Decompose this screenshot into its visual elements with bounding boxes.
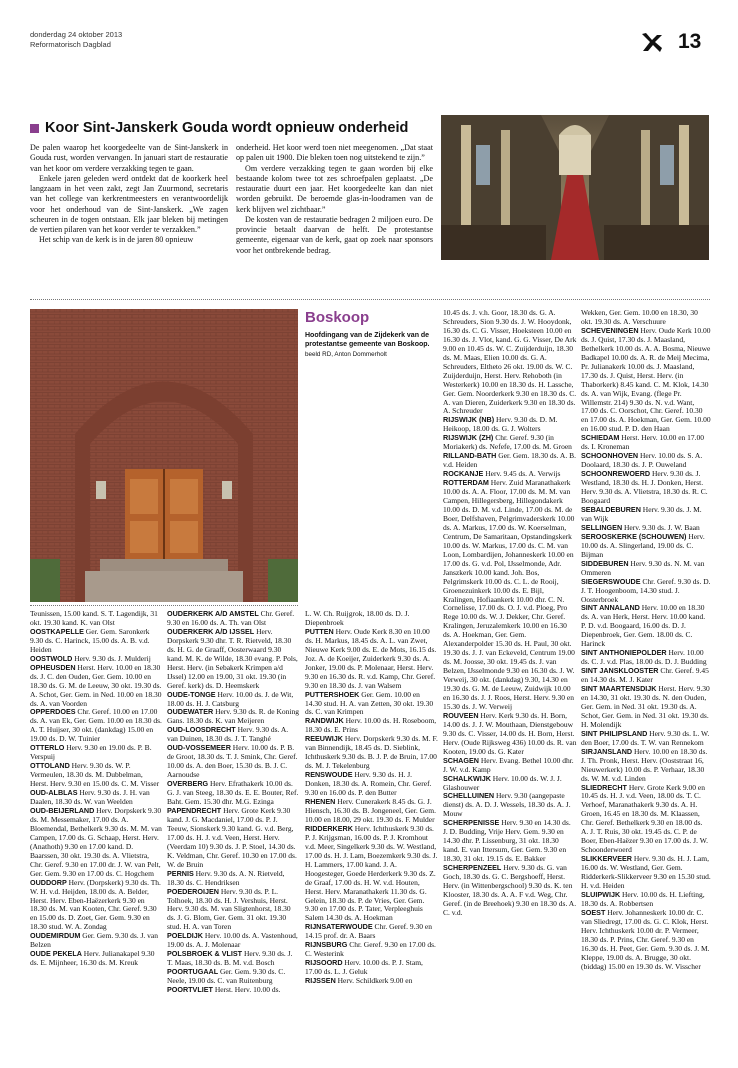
place-name: SIDDEBUREN [581,558,629,568]
place-name: SIEGERSWOUDE [581,576,641,586]
place-name: OOSTWOLD [30,653,73,663]
place-name: RIJSOORD [305,958,343,968]
service-times: Herv. 9.30 ds. D. M. Heikoop, 18.00 ds. G. J. Wolters [443,415,558,434]
service-times: Ger. Gem. 18.30 ds. A. B. v.d. Heiden [443,451,576,470]
place-name: RILLAND-BATH [443,451,497,461]
service-times: Teunissen, 15.00 kand. S. T. Lagendijk, 31 okt. 19.30 kand. K. van Olst [30,610,158,627]
place-name: RIDDERKERK [305,823,353,833]
place-name: SLUIPWIJK [581,889,621,899]
listing-entry [581,434,711,452]
place-name: RANDWIJK [305,716,344,726]
listing-entry [581,327,711,434]
listing-entry [167,628,299,691]
listing-entry [443,416,577,434]
listing-entry [581,578,711,605]
service-times: Herv. 9.45 ds. A. Verwijs [485,469,561,479]
service-times: Herv. 10.00 ds. P. B. de Groot, 18.30 ds. T. J. Smink, Chr. Geref. 10.00 ds. A. den Boer, 15.30 ds. B. J. C. Aarnoudse [167,743,298,780]
listing-entry [167,888,299,933]
boskoop-heading: Boskoop [305,309,370,326]
service-times: Herv. Dorpskerk 9.30 ds. M. Messemaker, 17.00 ds. A. Bloemendal, Bethelkerk 9.30 ds. M. M. van Campen, 17.00 ds. G. Schaap, Herst. Herv. (Anathoth) 9.30 en 17.00 kand. D. Baarssen, 30 okt. 19.30 ds. A. Vlietstra, Chr. Geref. 9.30 en 17.00 dr. J. W. van Pelt, Ger. Gem. 9.30 en 17.00 ds. C. Hogchem [30,805,162,878]
headline-bullet [30,124,39,133]
place-name: OUDEWATER [167,707,214,717]
listing-entry [581,685,711,730]
listing-divider [30,605,298,606]
service-times: L. W. Ch. Ruijgrok, 18.00 ds. D. J. Diepenbroek [305,610,410,627]
place-name: RHENEN [305,797,336,807]
article-column-1 [30,143,228,246]
service-times: Herv. Dorpskerk 9.30 dhr. T. R. Rietveld, 18.30 ds. H. G. de Graaff, Oosterwaard 9.30 kand. M. K. de Wilde, 18.30 evang. P. Pols, Herst. Herv. (in Sebakerk Krimpen a/d IJssel) 12.00 en 19.00, 31 okt. 19.30 (in Geref. kerk) ds. D. Heemskerk [167,626,298,690]
listing-entry [167,986,299,995]
place-name: PAPENDRECHT [167,805,222,815]
place-name: OOSTKAPELLE [30,626,84,636]
listing-entry [305,977,438,986]
church-listing-column-4 [443,309,577,1065]
listing-entry [443,792,577,819]
place-name: SCHALKWIJK [443,773,491,783]
listing-entry [30,879,162,933]
listing-entry [443,479,577,712]
place-name: OUDEMIRDUM [30,931,81,941]
article-paragraph: De palen waarop het koorgedeelte van de Sint-Janskerk in Gouda rust, worden vervangen. In januari start de restauratie van het koor om verdere verzakking tegen te gaan. [30,143,228,173]
boskoop-church-entrance-photo [30,309,298,602]
service-times: Herv. 10.00 ds. S. A. Doolaard, 18.30 ds. J. P. Ouweland [581,451,703,470]
place-name: PUTTEN [305,626,334,636]
listing-entry [305,825,438,923]
place-name: POEDEROIJEN [167,886,219,896]
place-name: SEBALDEBUREN [581,504,641,514]
listing-entry [581,604,711,649]
listing-entry [581,506,711,524]
service-times: Chr. Geref. 9.30 (in Moriakerk) ds. Nefefe, 17.00 ds. M. Groen [443,433,572,452]
listing-entry [30,610,162,628]
listing-entry [30,950,162,968]
page-header [30,30,122,50]
place-name: OUDE-TONGE [167,689,216,699]
photo-caption [305,331,431,359]
listing-entry [30,708,162,744]
place-name: OTTERLO [30,743,65,753]
place-name: POLSBROEK & VLIST [167,949,243,959]
service-times: Herv. Efrathakerk 10.00 ds. G. J. van Steeg, 18.30 ds. E. E. Bouter, Ref. Baht. Gem. 15.30 dhr. M.G. Ezinga [167,779,299,807]
service-times: Herv. (Dorpskerk) 9.30 ds. Th. W. H. v.d. Heijden, 18.00 ds. A. Belder, Herst. Herv. Eben-Haëzerkerk 9.30 en 18.30 ds. M. van Kooten, Chr. Geref. 9.30 en 15.00 ds. D. Zoet, Ger. Gem. 9.30 en 18.30 stud. W. A. Zondag [30,877,161,932]
listing-entry [167,968,299,986]
church-listing-column-3 [305,610,438,1065]
listing-entry [167,932,299,950]
service-times: Herv. Oude Kerk 8.30 en 10.00 ds. H. Markus, 18.45 ds. A. L. van Zwet, Nieuwe Kerk 9.00 ds. E. de Mots, 16.15 ds. Joz. A. de Koeijer, Zuiderkerk 9.30 ds. A. Jonker, 19.00 ds. P. Molenaar, Herst. Herv. 9.30 en 16.30 ds. R. v.d. Kamp, Chr. Geref. 9.30 en 18.30 ds. J. van Walsem [305,626,437,690]
church-listing-column-5 [581,309,711,1065]
photo-credit: beeld RD, Anton Dommerholt [305,350,387,358]
listing-entry [167,950,299,968]
place-name: SINT MAARTENSDIJK [581,684,657,694]
listing-entry [581,649,711,667]
issue-date: donderdag 24 oktober 2013 [30,30,123,39]
place-name: SEROOSKERKE (SCHOUWEN) [581,531,687,541]
place-name: OUDDORP [30,877,67,887]
article-title: Koor Sint-Janskerk Gouda wordt opnieuw onderheid [45,120,409,136]
service-times: Herv. Ichthuskerk 9.30 ds. P. J. Krijgsman, 16.00 ds. P. J. Kromhout v.d. Meer, Singelkerk 9.30 ds. W. Westland, 17.00 ds. H. J. Lam, Boezemkerk 9.30 ds. J. H. Lammers, 17.00 kand. J. A. Hoogesteger, Goede Herderkerk 9.30 ds. Z. de Graaf, 17.00 ds. H. W. v.d. Houten, Herst. Herv. Maranathakerk 11.30 ds. G. Gelein, 18.30 ds. P. de Vries, Ger. Gem. 9.30 en 17.00 ds. P. Tater, Verpleeghuis Salem 14.30 ds. A. Hoekman [305,823,438,923]
service-times: Herv. 10.00 ds. J. de Wit, 18.00 ds. H. J. Catsburg [167,689,294,708]
place-name: SINT ANNALAND [581,603,640,613]
service-times: Wekken, Ger. Gem. 10.00 en 18.30, 30 okt. 19.30 ds. A. Verschuure [581,309,698,326]
listing-entry [581,909,711,972]
listing-entry [443,434,577,452]
listing-entry [443,819,577,864]
service-times: Herv. 9.30 ds. J. M. van Wijk [581,504,702,523]
listing-entry [30,744,162,762]
church-listing-column-1 [30,610,162,1065]
listing-entry [443,775,577,793]
place-name: SCHELLUINEN [443,791,495,801]
place-name: OUDERKERK A/D IJSSEL [167,626,255,636]
place-name: PERNIS [167,868,194,878]
listing-entry [305,771,438,798]
listing-entry [167,744,299,780]
service-times: Ger. Gem. 9.30 ds. C. Neele, 19.00 ds. C. van Ruitenburg [167,967,286,986]
service-times: Chr. Geref. 9.45 en 14.30 ds. M. J. Kater [581,666,709,685]
listing-entry [305,691,438,718]
service-times: Herv. 9.30 ds. A. N. Rietveld, 18.30 ds. C. Hendriksen [167,868,285,887]
service-times: Ger. Gem. 9.30 ds. J. van Belzen [30,931,159,950]
place-name: RIJSWIJK (ZH) [443,433,494,443]
listing-entry [581,748,711,784]
service-times: Herv. Kerk 9.30 ds. H. Born, 14.00 ds. J. J. W. Mouthaan, Dienstgebouw 9.30 ds. C. Visser, 14.00 ds. H. Born, Herst. Herv. (Oude Rijksweg 436) 10.00 ds. R. van Kooten, 19.00 ds. G. Kater [443,710,577,756]
place-name: RIJNSBURG [305,940,348,950]
service-times: Chr. Geref. 9.30 en 14.15 prof. dr. A. Baars [305,922,432,941]
service-times: Herv. Dorpskerk 9.30 ds. M. F. van Binnendijk, 18.45 ds. D. Sieblink, Ichthuskerk 9.30 ds. B. J. P. de Bruin, 17.00 ds. M. J. Tekelenburg [305,734,438,771]
service-times: Ger. Gem. Saronkerk 9.30 ds. C. Harinck, 15.00 ds. A. B. v.d. Heiden [30,626,150,654]
place-name: SCHIEDAM [581,433,620,443]
service-times: Herv. 9.30 ds. H. J. Lam, 16.00 ds. W. Westland, Ger. Gem. Ridderkerk-Slikkerveer 9.30 en 15.30 stud. H. v.d. Heiden [581,854,711,890]
service-times: Ger. Gem. 10.00 en 14.30 stud. H. A. van Zetten, 30 okt. 19.30 ds. C. van Krimpen [305,689,434,717]
listing-entry [443,712,577,757]
listing-entry [581,452,711,470]
article-paragraph: Het schip van de kerk is in de jaren 80 opnieuw [39,235,194,245]
listing-entry [30,789,162,807]
listing-entry [581,560,711,578]
service-times: Herv. 9.30 (aangepaste dienst) ds. A. D. J. Wessels, 18.30 ds. A. J. Mouw [443,791,571,819]
place-name: SCHERPENISSE [443,818,500,828]
place-name: OUD-LOOSDRECHT [167,725,236,735]
listing-entry [167,807,299,870]
place-name: SIRJANSLAND [581,746,633,756]
place-name: OUD-ALBLAS [30,788,78,798]
service-times: Herv. 9.30 en 19.00 ds. P. B. Verspuij [30,743,152,762]
listing-entry [167,708,299,726]
place-name: OUDE PEKELA [30,949,82,959]
listing-entry [30,807,162,879]
listing-entry [581,309,711,327]
service-times: Herv. 9.30 ds. H. J. Donken, 18.30 ds. A. Romein, Chr. Geref. 9.30 en 16.00 ds. P. den Butter [305,770,432,798]
listing-entry [167,780,299,807]
place-name: SCHOONHOVEN [581,451,639,461]
place-name: OUD-VOSSEMEER [167,743,231,753]
page-number: 13 [678,30,702,53]
service-times: Herv. 9.30 ds. J. Westland, 18.30 ds. H. J. Donken, Herst. Herv. 9.30 ds. A. Vlietstra, 18.30 ds. R. C. Boogaard [581,469,708,506]
listing-entry [581,730,711,748]
service-times: Herst. Herv. 10.00 ds. [214,985,281,995]
listing-entry [443,452,577,470]
service-times: Herv. 9.30 ds. P. L. Tolhoek, 18.30 ds. H. J. Vershuis, Herst. Herv. 9.30 ds. M. van Sligtenhorst, 18.30 ds. J. G. Blom, Ger. Gem. 31 okt. 19.30 stud. H. A. van Toren [167,886,291,932]
service-times: Herv. 10.00 en 18.30 ds. J. Th. Pronk, Herst. Herv. (Ooststraat 16, Nieuwerkerk) 10.00 ds. P. Verhaar, 18.30 ds. W. M. v.d. Linden [581,746,708,783]
place-name: SCHEVENINGEN [581,325,639,335]
service-times: Herv. 9.30 ds. N. M. van Ommeren [581,558,705,577]
listing-entry [305,735,438,771]
place-name: SLIKKERVEER [581,854,632,864]
listing-entry [305,798,438,825]
place-name: OVERBERG [167,779,209,789]
service-times: Herv. Grote Kerk 9.30 kand. J. G. Macdaniel, 17.00 ds. P. J. Teeuw, Sionskerk 9.30 kand. G. v.d. Berg, 17.00 ds. H. J. v.d. Veen, Herst. Herv. (Veerdam 10) 9.30 ds. J. P. Stoel, 14.30 ds. K. Veldman, Chr. Geref. 10.30 en 17.00 ds. W. de Bruin [167,805,297,869]
place-name: OPHEUSDEN [30,662,76,672]
service-times: Herv. 9.30 ds. L. W. den Boer, 17.00 ds. T. W. van Rennekom [581,728,710,747]
place-name: ROTTERDAM [443,478,489,488]
place-name: POORTUGAAL [167,967,219,977]
listing-entry [30,664,162,709]
listing-entry [167,610,299,628]
service-times: Herv. 9.30 ds. J. T. Maas, 18.30 ds. B. M. v.d. Bosch [167,949,293,968]
listing-entry [581,855,711,891]
listing-entry [30,762,162,789]
article-paragraph: onderheid. Het koor werd toen niet meegenomen. „Dat staat op palen uit 1900. Die bleken toen nog uitstekend te zijn.” [236,143,433,163]
place-name: RIJSWIJK (NB) [443,415,495,425]
listing-entry [581,667,711,685]
article-paragraph: De kosten van de restauratie bedragen 2 miljoen euro. De provincie betaalt daarvan de helft. De protestantse gemeente, eigenaar van de kerk, gaat op zoek naar sponsors voor het ontbrekende bedrag. [236,214,433,255]
church-interior-photo [441,115,709,260]
listing-entry [443,757,577,775]
listing-entry [581,891,711,909]
service-times: Herv. 10.00 ds. H. Roseboom, 18.30 ds. E. Prins [305,716,437,735]
service-times: Herv. 10.00 ds. P. J. Stam, 17.00 ds. L. J. Geluk [305,958,423,977]
service-times: Herv. 9.30 ds. G. van Goch, 18.30 ds. G. C. Bergshoeff, Herst. Herv. (in Wittenbergschool) 9.30 ds. K. ten Klooster, 18.30 ds. A. A. F v.d. Weg, Chr. Geref. (in de Breehoek) 9.30 en 18.30 ds. A. C. v.d. [443,863,577,917]
place-name: SOEST [581,907,606,917]
service-times: Herv. 9.30 ds. J. W. Baan [624,522,700,532]
place-name: SCHAGEN [443,755,479,765]
service-times: Herv. 10.00 ds. A. Vastenhoud, 19.00 ds. A. J. Molenaar [167,931,298,950]
place-name: PUTTERSHOEK [305,689,360,699]
article-paragraph: Om verdere verzakking tegen te gaan worden bij elke bestaande kolom twee tot zes schroefpalen geplaatst. „De restauratie duurt een jaar. Het koorgedeelte kan dan niet worden gebruikt. De beroemde glas-in-loodramen van de kerk blijven wel zichtbaar.” [236,163,433,214]
service-times: Herv. 10.00 ds. C. J. v.d. Plas, 18.00 ds. D. J. Budding [581,648,707,667]
listing-entry [167,870,299,888]
service-times: Herv. 9.30 ds. W. P. Vermeulen, 18.30 ds. M. Dubbelman, Herst. Herv. 9.30 en 15.00 ds. C. M. Visser [30,761,160,789]
listing-entry [30,932,162,950]
place-name: POELDIJK [167,931,203,941]
service-times: Chr. Geref. 9.30 en 16.00 ds. A. Th. van Olst [167,610,295,627]
church-listing-column-2 [167,610,299,1065]
place-name: RIJSSEN [305,976,336,986]
service-times: Chr. Geref. 10.00 en 17.00 ds. A. van Ek, Ger. Gem. 10.00 en 18.30 ds. A. T. Huijser, 30 okt. (dankdag) 15.00 en 19.00 ds. D. W. Tuinier [30,707,162,744]
place-name: OUDERKERK A/D AMSTEL [167,610,259,618]
listing-entry [581,784,711,856]
place-name: REEUWIJK [305,734,343,744]
listing-entry [167,691,299,709]
place-name: SCHERPENZEEL [443,863,502,873]
service-times: Chr. Geref. 9.30 ds. D. J. T. Hoogenboom, 14.30 stud. J. Oosterbroek [581,576,711,604]
place-name: RIJNSATERWOUDE [305,922,373,932]
service-times: Herv. 9.30 ds. A. van Duinen, 18.30 ds. J. T. Tanghé [167,725,289,744]
place-name: SINT PHILIPSLAND [581,728,648,738]
place-name: SLIEDRECHT [581,782,627,792]
newspaper-name: Reformatorisch Dagblad [30,40,111,49]
service-times: Herv. Zuid Maranathakerk 10.00 ds. A. A. Floor, 17.00 ds. M. M. van Campen, Hillegersberg, Hillegondakerk 10.00 ds. D. M. v.d. Linde, 17.00 ds. M. de Boer, Delfshaven, Pelgrimvaderskerk 10.00 ds. A. Markus, 17.00 ds. W. Koerselman, Centrum, De Samaritaan, Opstandingskerk 10.00 ds. W. Markus, 17.00 ds. C. M. van Loon, Lombardijen, Johanneskerk 10.00 en 17.00 ds. G. v.d. Pol, IJsselmonde, Adr. Janszkerk 10.00 kand. Joh. Bos, Pelgrimskerk 10.00 ds. C. L. de Rooij, Groenezuinkerk 10.00 ds. E. Bijl, Kralingen, Hofiaankerk 10.00 dhr. C. N. Cornelisse, 17.00 ds. O. J. v.d. Ploeg, Pro Rege 10.00 ds. W. J. Dekker, Chr. Geref. Kralingen, Jeruzalemkerk 10.00 en 16.30 ds. A. Hoekman, Ger. Gem. Alexanderpolder 15.30 ds. H. Paul, 30 okt. 19.30 ds. J. J. van Eckeveld, Centrum 19.00 ds. M. Joosse, 30 okt. 19.45 ds. J. van Belzen, IJsselmonde 9.30 en 16.30 ds. J. W. Verweij, 30 okt. (dankdag) 9.30, 14.30 en 19.30 ds. G. M. de Leeuw, Zuidwijk 10.00 en 16.30 ds. J. J. Roos, Herst. Herv. 9.30 en 15.30 ds. J. W. Verweij [443,478,575,711]
listing-entry [305,717,438,735]
listing-entry [305,941,438,959]
place-name: POORTVLIET [167,985,213,995]
listing-entry [30,628,162,655]
article-paragraph: Enkele jaren geleden werd ontdekt dat de koorkerk heel langzaam in het veen zakt, zegt Jan Zuurmond, secretaris van het college van kerkrentmeesters en verantwoordelijk voor het onderhoud van de Sint-Janskerk. „We zagen scheuren in de togen ontstaan. Elk jaar bleken bij metingen de vertien pilaren van het koor verder te verzakken.” [30,173,228,234]
service-times: Herv. 10.00 ds. W. J. J. Glashouwer [443,773,562,792]
service-times: Herst. Herv. 10.00 en 17.00 ds. I. Kroneman [581,433,705,452]
service-times: Herv. 9.30 en 14.30 ds. J. D. Budding, Vrije Herv. Gem. 9.30 en 14.30 dhr. P. Lissenburg, 31 okt. 18.30 kand. E. van Ittersum, Ger. Gem. 9.30 en 18.30, 31 okt. 19.15 ds. E. Bakker [443,818,571,864]
place-name: OTTOLAND [30,761,70,771]
service-times: Herv. 9.30 ds. J. H. van Daalen, 18.30 ds. W. van Weelden [30,788,150,807]
service-times: Chr. Geref. 9.30 en 17.00 ds. C. Westerink [305,940,436,959]
service-times: Herv. Johanneskerk 10.00 dr. C. van Sliedregt, 17.00 ds. G. C. Klok, Herst. Herv. Ichthuskerk 10.00 dr. P. Vermeer, 18.30 ds. P. Prins, Chr. Geref. 9.30 en 16.30 ds. H. Peet, Ger. Gem. 9.30 ds. J. M. Kleppe, 19.00 ds. A. Brugge, 30 okt. (biddag) 15.00 en 19.30 ds. W. Visscher [581,907,710,971]
service-times: Herv. 10.00 ds. H. Liefting, 18.30 ds. A. Robbertsen [581,889,705,908]
place-name: SINT JANSKLOOSTER [581,666,659,676]
listing-entry [443,309,577,416]
section-divider [30,299,710,300]
place-name: ROUVEEN [443,710,479,720]
place-name: SELLINGEN [581,522,623,532]
place-name: OUD-BEIJERLAND [30,805,95,815]
service-times: Herst. Herv. 9.30 en 14.30, 31 okt. 19.30 ds. N. den Ouden, Ger. Gem. in Ned. 31 okt. 19.30 ds. A. Schot, Ger. Gem. in Ned. 31 okt. 19.30 ds. H. Molendijk [581,684,710,729]
service-times: Herv. Schildkerk 9.00 en [337,976,413,986]
service-times: Herv. Cunerakerk 8.45 ds. G. J. Hiensch, 16.30 ds. B. Jongeneel, Ger. Gem. 10.00 en 18.00, 29 okt. 19.30 ds. F. Mulder [305,797,437,824]
service-times: Herv. 10.00 ds. A. Slingerland, 19.00 ds. C. Bijman [581,531,705,559]
listing-entry [581,470,711,506]
service-times: Herv. Oude Kerk 10.00 ds. J. Quist, 17.30 ds. J. Maasland, Bethelkerk 10.00 ds. A. A. Bosma, Nieuwe Badkapel 10.00 ds. A. R. de Meij Mecima, Pr. Julianakerk 10.00 ds. J. Maasland, 17.30 ds. J. Quist, Herst. Herv. (in Thaborkerk) 8.45 kand. C. M. Klok, 14.30 ds. A. van Wijk, Evang. (flege Pr. Willemstr. 214) 9.30 ds. N. v.d. Want, 17.00 ds. C. Oorschot, Chr. Geref. 10.30 en 17.00 ds. A. Hoekman, Ger. Gem. 10.00 en 16.00 stud. P. D. den Haan [581,325,711,434]
caption-text: Hoofdingang van de Zijdekerk van de protestantse gemeente van Boskoop. [305,332,430,349]
service-times: Herst. Herv. 10.00 en 18.30 ds. J. C. den Ouden, Ger. Gem. 10.00 en 18.30 ds. G. M. de Leeuw, 30 okt. 19.30 ds. A. Schot, Ger. Gem. in Ned. 10.00 en 18.30 ds. A. van Voorden [30,662,162,708]
listing-entry [305,959,438,977]
place-name: SCHOONREWOERD [581,469,651,479]
place-name: ROCKANJE [443,469,484,479]
listing-entry [305,610,438,628]
listing-entry [443,864,577,918]
place-name: RENSWOUDE [305,770,353,780]
service-times: 10.45 ds. J. v.h. Goor, 18.30 ds. G. A. Schreuders, Sion 9.30 ds. J. W. Hooydonk, 16.30 ds. C. G. Visser, Hoeksteen 10.00 en 16.30 ds. J. Vlot, kand. G. G. Visser, De Ark 9.00 en 10.45 ds. W. C. Zuijderduijn, 18.30 ds. M. Maas, Elien 10.00 ds. G. A. Schreuders, Eltheto 26 okt. 19.00 ds. W. C. Zuijderduijn, Herst. Herv. Rehoboth (in Westerkerk) 10.00 en 18.30 ds. H. Lassche, Ger. Gem. Noorderkerk 9.30 en 18.30 ds. C. A. van Dieren, Zuiderkerk 9.30 en 18.30 ds. A. Schreuder [443,309,577,416]
article-column-2 [236,143,433,256]
place-name: OPPERDOES [30,707,76,717]
service-times: Herv. 9.30 ds. J. Mulderij [74,653,151,663]
listing-entry [305,628,438,691]
listing-entry [167,726,299,744]
service-times: Herv. 10.00 en 18.30 ds. A. van Herk, Herst. Herv. 10.00 kand. P. D. v.d. Boogaard, 16.00 ds. D. J. Diepenbroek, Ger. Gem. 18.00 ds. C. Harinck [581,603,706,649]
listing-entry [581,533,711,560]
service-times: Herv. 9.30 ds. R. de Koning Gans. 18.30 ds. K. van Meijeren [167,707,299,726]
newspaper-logo-icon [640,30,664,54]
service-times: Herv. Julianakapel 9.30 ds. E. Mijnheer, 16.30 ds. M. Kreuk [30,949,155,968]
place-name: SINT ANTHONIEPOLDER [581,648,667,658]
article-headline [30,120,408,136]
listing-entry [305,923,438,941]
service-times: Herv. Evang. Bethel 10.00 dhr. J. W. v.d. Kamp [443,755,574,774]
service-times: Herv. Grote Kerk 9.00 en 10.45 ds. H. J. v.d. Veen, 18.00 ds. T. C. Verhoef, Maranathakerk 9.30 ds. A. H. Groen, 16.45 en 18.30 ds. M. Klaassen, Chr. Geref. Bethelkerk 9.30 en 18.00 ds. A. J. T. Ruis, 30 okt. 19.45 ds. C. P. de Boer, Eben-Haëzer 9.30 en 17.00 ds. J. W. Schoonderwoerd [581,782,708,855]
